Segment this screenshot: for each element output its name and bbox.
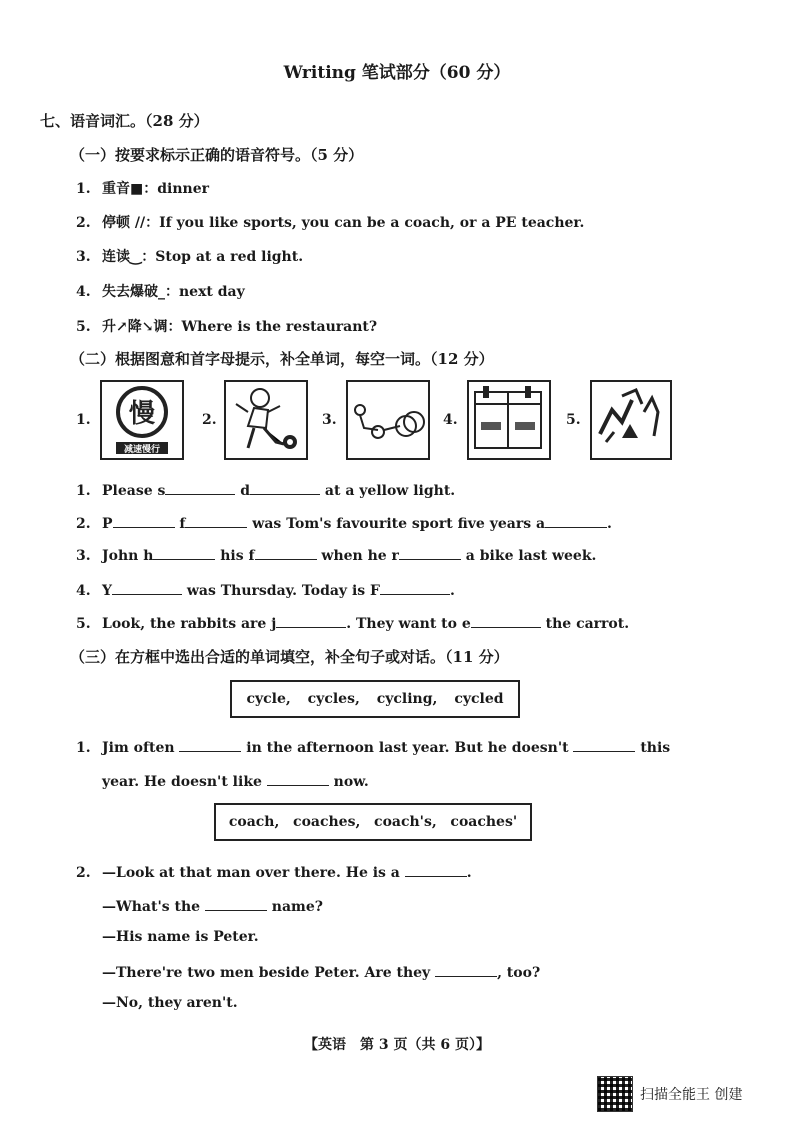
dialog-text: .	[466, 865, 472, 881]
part1-item-3	[76, 246, 303, 266]
picture-number: 3.	[322, 412, 337, 428]
item-text: was Thursday. Today is F	[182, 583, 380, 599]
page-title: Writing 笔试部分（60 分）	[283, 63, 511, 83]
qr-code-icon	[597, 1076, 633, 1112]
answer-blank[interactable]	[179, 737, 241, 752]
item-number: 4.	[76, 583, 91, 599]
word-option: coaches'	[450, 814, 518, 830]
picture-1	[100, 380, 184, 460]
part2-item-2	[76, 513, 612, 532]
picture-number: 4.	[443, 412, 458, 428]
picture-number: 2.	[202, 412, 217, 428]
word-box-coach	[214, 803, 532, 841]
answer-blank[interactable]	[113, 513, 175, 528]
item-text: his f	[215, 548, 255, 564]
part3-q2-line2	[102, 896, 323, 915]
item-text: 升↗降↘调：Where is the restaurant?	[102, 319, 378, 335]
scanner-watermark: 扫描全能王 创建	[640, 1087, 743, 1103]
answer-blank[interactable]	[153, 545, 215, 560]
picture-number: 1.	[76, 412, 91, 428]
item-text: d	[235, 483, 251, 499]
item-text: P	[102, 516, 113, 532]
item-text: 停顿 //：If you like sports, you can be a coach, or a PE teacher.	[102, 215, 585, 231]
dialog-text: —There're two men beside Peter. Are they	[102, 965, 431, 981]
answer-blank[interactable]	[250, 480, 320, 495]
picture-5	[590, 380, 672, 460]
picture-4	[467, 380, 551, 460]
part3-q2-line4	[102, 962, 540, 981]
word-option: coach,	[228, 814, 280, 830]
item-text: 连读‿：Stop at a red light.	[102, 249, 304, 265]
answer-blank[interactable]	[185, 513, 247, 528]
section-title: 七、语音词汇。（28 分）	[40, 112, 209, 130]
item-text: this	[635, 740, 671, 756]
answer-blank[interactable]	[405, 862, 467, 877]
word-box-cycle	[230, 680, 520, 718]
item-number: 2.	[76, 215, 91, 231]
item-text: was Tom's favourite sport five years a	[247, 516, 546, 532]
item-text: 重音■：dinner	[102, 181, 209, 197]
item-number: 2.	[76, 865, 91, 881]
part1-item-1	[76, 178, 209, 198]
part3-title: （三）在方框中选出合适的单词填空，补全句子或对话。（11 分）	[70, 648, 509, 666]
answer-blank[interactable]	[399, 545, 461, 560]
answer-blank[interactable]	[255, 545, 317, 560]
item-text: John h	[102, 548, 154, 564]
part2-item-1	[76, 480, 455, 499]
word-option: cycled	[454, 691, 504, 707]
item-text: Jim often	[102, 740, 175, 756]
part2-title: （二）根据图意和首字母提示，补全单词，每空一词。（12 分）	[70, 350, 494, 368]
picture-number: 5.	[566, 412, 581, 428]
answer-blank[interactable]	[380, 580, 450, 595]
part3-q2-line3	[102, 929, 259, 945]
item-number: 1.	[76, 181, 91, 197]
dialog-text: —Look at that man over there. He is a	[102, 865, 400, 881]
item-text: year. He doesn't like	[102, 774, 262, 790]
answer-blank[interactable]	[112, 580, 182, 595]
item-number: 5.	[76, 319, 91, 335]
answer-blank[interactable]	[267, 771, 329, 786]
page-footer: 【英语 第 3 页（共 6 页）】	[304, 1037, 490, 1053]
picture-2	[224, 380, 308, 460]
part1-item-5	[76, 316, 377, 336]
answer-blank[interactable]	[573, 737, 635, 752]
dialog-text: , too?	[497, 965, 541, 981]
item-text: Look, the rabbits are j	[102, 616, 277, 632]
part1-title: （一）按要求标示正确的语音符号。（5 分）	[70, 146, 364, 164]
slow-sign-caption: 减速慢行	[123, 445, 161, 455]
cycling-icon	[348, 382, 428, 458]
item-number: 3.	[76, 249, 91, 265]
item-text: .	[607, 516, 612, 532]
football-boy-icon	[226, 382, 306, 458]
part2-item-4	[76, 580, 455, 599]
item-text: at a yellow light.	[320, 483, 456, 499]
part3-q1-line1	[76, 737, 670, 756]
word-option: cycles,	[307, 691, 360, 707]
answer-blank[interactable]	[471, 613, 541, 628]
part3-q2-line5	[102, 995, 238, 1011]
answer-blank[interactable]	[435, 962, 497, 977]
dialog-text: —His name is Peter.	[102, 929, 259, 945]
item-text: .	[449, 583, 455, 599]
item-number: 1.	[76, 740, 91, 756]
answer-blank[interactable]	[545, 513, 607, 528]
part1-item-4	[76, 281, 245, 301]
jumping-rabbits-icon	[592, 382, 670, 458]
word-option: cycle,	[246, 691, 291, 707]
item-text: Y	[102, 583, 112, 599]
item-text: Please s	[102, 483, 166, 499]
item-text: when he r	[316, 548, 399, 564]
item-text: . They want to e	[346, 616, 471, 632]
item-number: 4.	[76, 284, 91, 300]
item-text: f	[174, 516, 186, 532]
part3-q1-line2	[102, 771, 369, 790]
word-option: coaches,	[293, 814, 361, 830]
item-number: 3.	[76, 548, 91, 564]
picture-3	[346, 380, 430, 460]
dialog-text: —No, they aren't.	[102, 995, 238, 1011]
calendar-icon	[469, 382, 549, 458]
dialog-text: —What's the	[102, 899, 201, 915]
slow-sign-glyph: 慢	[128, 399, 156, 429]
item-text: the carrot.	[540, 616, 630, 632]
part2-item-3	[76, 545, 596, 564]
item-number: 1.	[76, 483, 91, 499]
word-option: cycling,	[376, 691, 438, 707]
item-number: 2.	[76, 516, 91, 532]
slow-sign-icon	[102, 382, 182, 458]
dialog-text: name?	[266, 899, 323, 915]
item-text: 失去爆破_：next day	[102, 284, 245, 300]
answer-blank[interactable]	[205, 896, 267, 911]
item-text: in the afternoon last year. But he doesn't	[241, 740, 569, 756]
word-option: coach's,	[374, 814, 437, 830]
item-text: now.	[328, 774, 369, 790]
part2-item-5	[76, 613, 629, 632]
item-number: 5.	[76, 616, 91, 632]
answer-blank[interactable]	[165, 480, 235, 495]
item-text: a bike last week.	[460, 548, 597, 564]
part3-q2-line1	[76, 862, 472, 881]
answer-blank[interactable]	[276, 613, 346, 628]
part1-item-2	[76, 212, 584, 232]
